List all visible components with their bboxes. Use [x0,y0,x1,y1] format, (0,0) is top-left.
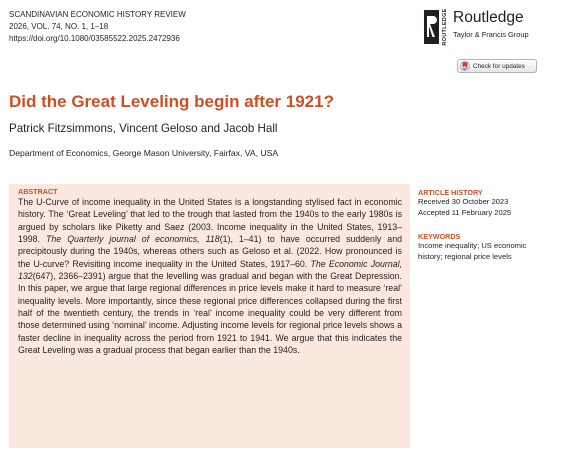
abstract-citation-journal: The Economic Journal, 132 [18,258,403,282]
journal-name: SCANDINAVIAN ECONOMIC HISTORY REVIEW [9,10,186,19]
check-for-updates-label: Check for updates [473,62,525,70]
journal-info [9,9,186,45]
abstract-segment: (647), 2366–2391) argue that the levelling was gradual and began with the Great Depression. In this paper, we argue that large regional differences in price levels make it hard to measure ‘real’ inequality levels. More importantly, since these regional price differences collapsed during the first half of the twentieth century, the trends in ‘real’ income inequality could be very different from those determined using ‘nominal’ income. Adjusting income levels for regional price levels shows a faster decline in inequality across the period from 1921 to 1941. We argue that this indicates the Great Leveling was a gradual process that began earlier than the 1940s. [18,271,402,356]
publisher-side-text: ROUTLEDGE [441,8,448,46]
abstract-text [18,196,402,356]
routledge-r-logo-icon [424,10,439,44]
abstract-segment: (1), 1–41) to have occurred suddenly and precipitously during the 1940s, whereas others such as Geloso et al. (2022. How pronounced is the U-curve? Revisiting income inequality in the United States, 1917–60. [18,234,402,269]
article-history-heading: ARTICLE HISTORY [418,188,483,197]
keywords-heading: KEYWORDS [418,232,461,241]
author-affiliation: Department of Economics, George Mason University, Fairfax, VA, USA [9,148,279,158]
publisher-name: Routledge [453,9,524,26]
crossmark-icon [460,61,470,71]
journal-doi[interactable]: https://doi.org/10.1080/03585522.2025.2472936 [9,34,180,43]
abstract-segment: The U-Curve of income inequality in the United States is a longstanding stylised fact in economic history. The ‘Great Leveling’ that led to the trough that lasted from the 1940s to the early 1980s is argued by scholars like Piketty and Saez (2003. Income inequality in the United States, 1913–1998. [18,197,402,245]
article-authors: Patrick Fitzsimmons, Vincent Geloso and Jacob Hall [9,122,278,135]
publisher-group: Taylor & Francis Group [453,30,529,39]
publisher-logo[interactable] [424,8,554,46]
article-title: Did the Great Leveling begin after 1921? [9,92,334,111]
abstract-section [9,184,410,448]
keywords-text: Income inequality; US economic history; regional price levels [418,241,527,261]
abstract-heading: ABSTRACT [18,187,58,196]
article-sidebar [418,188,550,262]
check-for-updates-button[interactable] [457,59,537,73]
accepted-date: Accepted 11 February 2025 [418,207,512,217]
abstract-citation-journal: The Quarterly journal of economics, 118 [46,234,220,245]
journal-issue: 2026, VOL. 74, NO. 1, 1–18 [9,22,109,31]
received-date: Received 30 October 2023 [418,197,509,206]
